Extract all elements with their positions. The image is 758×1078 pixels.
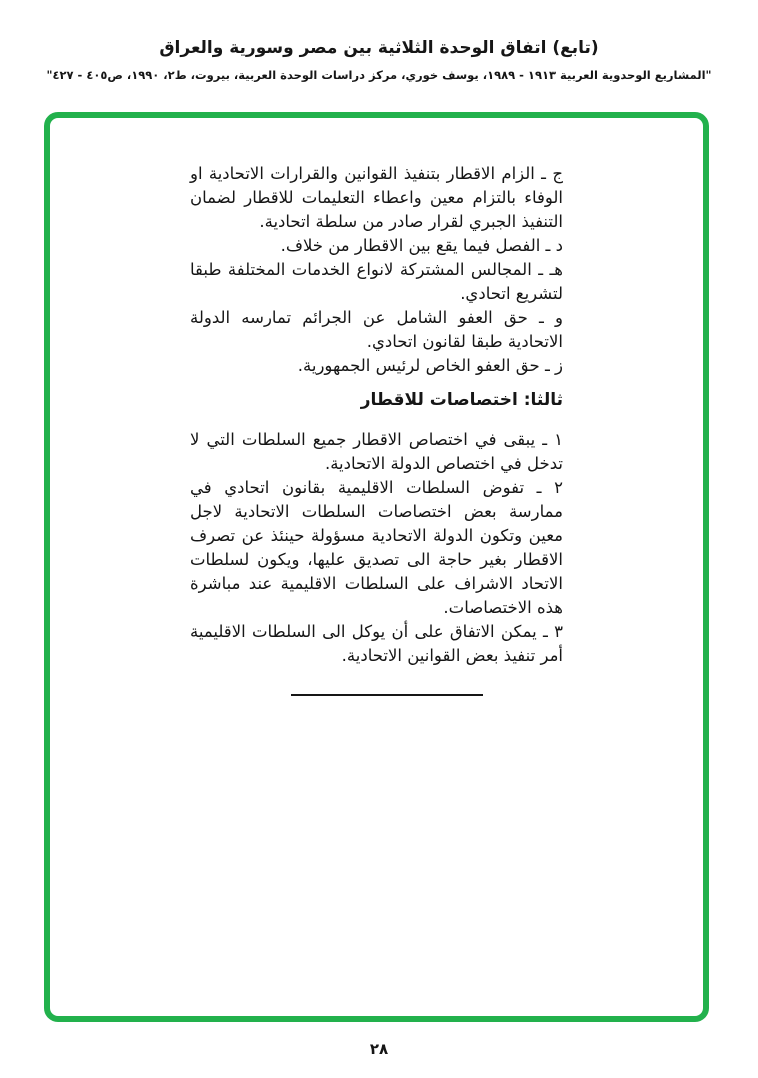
section-heading-third: ثالثا: اختصاصات للاقطار	[360, 390, 563, 410]
page-number: ٢٨	[369, 1040, 389, 1058]
document-title: (تابع) اتفاق الوحدة الثلاثية بين مصر وسورية والعراق	[159, 38, 599, 58]
numbered-clause-1: ١ ـ يبقى في اختصاص الاقطار جميع السلطات التي لا تدخل في اختصاص الدولة الاتحادية.	[190, 430, 563, 473]
numbered-clause-2: ٢ ـ تفوض السلطات الاقليمية بقانون اتحادي في ممارسة بعض اختصاصات السلطات الاتحادية لاجل معين وتكون الدولة الاتحادية مسؤولة حينئذ عن تصرف الاقطار بغير حاجة الى تصديق عليها، ويكون لسلطات الاتحاد الاشراف على السلطات الاقليمية عند مباشرة هذه الاختصاصات.	[190, 478, 563, 617]
document-citation: "المشاريع الوحدوية العربية ١٩١٣ - ١٩٨٩، يوسف خوري، مركز دراسات الوحدة العربية، بيروت، ط٢، ١٩٩٠، ص٤٠٥ - ٤٢٧"	[46, 68, 712, 82]
clause-j: ج ـ الزام الاقطار بتنفيذ القوانين والقرارات الاتحادية او الوفاء بالتزام معين واعطاء التعليمات للاقطار لضمان التنفيذ الجبري لقرار صادر من سلطة اتحادية.	[190, 164, 563, 231]
document-frame	[44, 112, 709, 1022]
numbered-clause-3: ٣ ـ يمكن الاتفاق على أن يوكل الى السلطات الاقليمية أمر تنفيذ بعض القوانين الاتحادية.	[190, 622, 563, 665]
page-header	[0, 38, 758, 82]
clause-z: ز ـ حق العفو الخاص لرئيس الجمهورية.	[297, 356, 563, 375]
clause-d: د ـ الفصل فيما يقع بين الاقطار من خلاف.	[280, 236, 563, 255]
clause-h: هـ ـ المجالس المشتركة لانواع الخدمات المختلفة طبقا لتشريع اتحادي.	[190, 260, 563, 303]
section-end-rule	[291, 694, 483, 696]
clause-w: و ـ حق العفو الشامل عن الجرائم تمارسه الدولة الاتحادية طبقا لقانون اتحادي.	[190, 308, 563, 351]
document-body	[50, 118, 703, 696]
